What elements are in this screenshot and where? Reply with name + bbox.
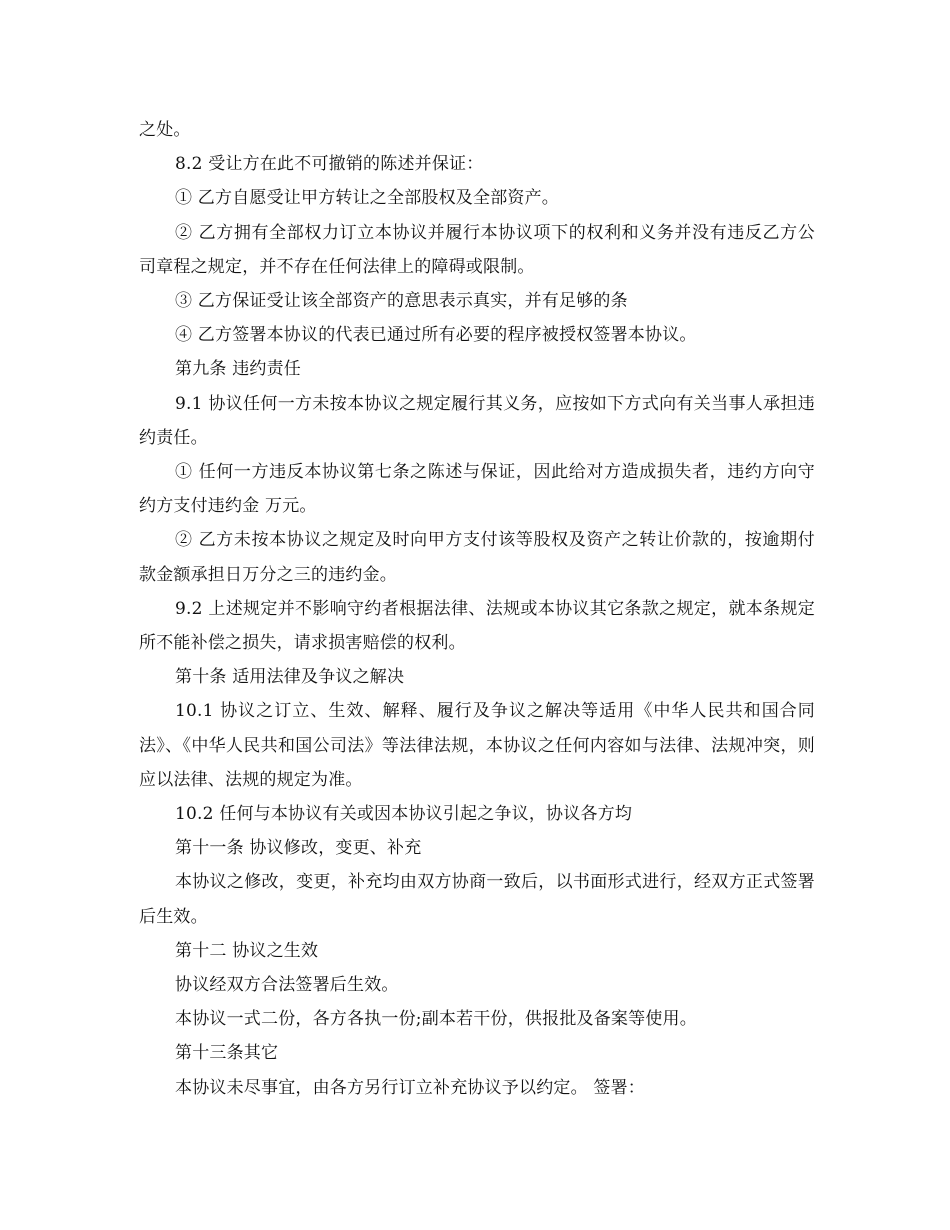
article-10-heading: 第十条 适用法律及争议之解决 bbox=[175, 667, 405, 688]
article-13-heading: 第十三条其它 bbox=[175, 1043, 279, 1064]
article-9-heading: 第九条 违约责任 bbox=[175, 359, 302, 380]
clause-8-2-item-2: ② 乙方拥有全部权力订立本协议并履行本协议项下的权利和义务并没有违反乙方公司章程之规定，并不存在任何法律上的障碍或限制。 bbox=[139, 222, 815, 277]
article-12-body-1: 协议经双方合法签署后生效。 bbox=[175, 975, 399, 996]
document-body bbox=[139, 113, 815, 1105]
clause-8-2-item-1: ① 乙方自愿受让甲方转让之全部股权及全部资产。 bbox=[175, 188, 560, 209]
clause-9-2: 9.2 上述规定并不影响守约者根据法律、法规或本协议其它条款之规定，就本条规定所不能补偿之损失，请求损害赔偿的权利。 bbox=[139, 598, 815, 654]
clause-8-2: 8.2 受让方在此不可撤销的陈述并保证： bbox=[175, 154, 484, 175]
clause-9-1-item-2: ② 乙方未按本协议之规定及时向甲方支付该等股权及资产之转让价款的，按逾期付款金额承担日万分之三的违约金。 bbox=[139, 530, 815, 585]
paragraph-continuation: 之处。 bbox=[139, 120, 191, 140]
article-13-body: 本协议未尽事宜，由各方另行订立补充协议予以约定。 签署： bbox=[175, 1077, 646, 1098]
article-11-body: 本协议之修改，变更，补充均由双方协商一致后，以书面形式进行，经双方正式签署后生效。 bbox=[139, 872, 815, 927]
article-11-heading: 第十一条 协议修改，变更、补充 bbox=[175, 838, 422, 859]
article-12-body-2: 本协议一式二份，各方各执一份;副本若干份，供报批及备案等使用。 bbox=[175, 1009, 697, 1030]
clause-8-2-item-4: ④ 乙方签署本协议的代表已通过所有必要的程序被授权签署本协议。 bbox=[175, 325, 697, 346]
clause-8-2-item-3: ③ 乙方保证受让该全部资产的意思表示真实，并有足够的条 bbox=[175, 291, 628, 312]
clause-10-1: 10.1 协议之订立、生效、解释、履行及争议之解决等适用《中华人民共和国合同法》、《中华人民共和国公司法》等法律法规，本协议之任何内容如与法律、法规冲突，则应以法律、法规的规定为准。 bbox=[139, 701, 815, 790]
clause-9-1: 9.1 协议任何一方未按本协议之规定履行其义务，应按如下方式向有关当事人承担违约责任。 bbox=[139, 393, 815, 448]
article-12-heading: 第十二 协议之生效 bbox=[175, 940, 319, 961]
clause-9-1-item-1: ① 任何一方违反本协议第七条之陈述与保证，因此给对方造成损失者，违约方向守约方支付违约金 万元。 bbox=[139, 462, 815, 517]
clause-10-2: 10.2 任何与本协议有关或因本协议引起之争议，协议各方均 bbox=[175, 804, 633, 825]
